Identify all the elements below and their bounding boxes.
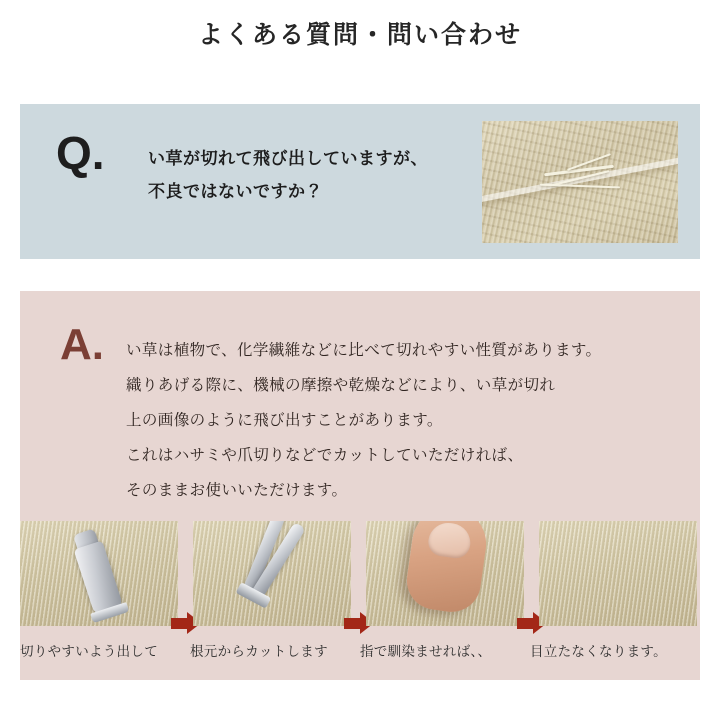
tatami-texture <box>482 121 678 243</box>
step-caption-2: 根元からカットします <box>190 644 328 659</box>
arrow-cell-1 <box>178 521 193 626</box>
answer-line-5: そのままお使いいただけます。 <box>126 481 348 499</box>
arrow-cell-3 <box>524 521 539 626</box>
step-images-row <box>20 521 700 626</box>
page-title: よくある質問・問い合わせ <box>197 21 522 49</box>
answer-line-2: 織りあげる際に、機械の摩擦や乾燥などにより、い草が切れ <box>126 376 556 394</box>
answer-marker-dot: . <box>91 320 105 369</box>
page-title-container <box>0 20 720 50</box>
answer-text <box>126 334 686 508</box>
tatami-closeup-photo <box>482 121 678 243</box>
question-line-1: い草が切れて飛び出していますが、 <box>148 149 428 168</box>
answer-line-4: これはハサミや爪切りなどでカットしていただければ、 <box>126 446 524 464</box>
answer-line-3: 上の画像のように飛び出すことがあります。 <box>126 411 443 429</box>
step-photo-1 <box>20 521 178 626</box>
step-photo-3 <box>366 521 524 626</box>
question-marker-dot: . <box>91 127 105 179</box>
answer-marker <box>60 320 105 369</box>
question-panel <box>20 104 700 259</box>
step-captions-row <box>20 640 700 668</box>
step-photo-4 <box>539 521 697 626</box>
question-text <box>148 142 478 208</box>
answer-line-1: い草は植物で、化学繊維などに比べて切れやすい性質があります。 <box>126 342 602 359</box>
question-marker <box>56 127 105 179</box>
step-caption-4: 目立たなくなります。 <box>530 644 667 659</box>
tatami-texture <box>539 521 697 626</box>
question-line-2: 不良ではないですか？ <box>148 182 323 202</box>
arrow-cell-2 <box>351 521 366 626</box>
step-caption-1: 切りやすいよう出して <box>20 644 158 659</box>
answer-marker-letter: A <box>60 320 92 369</box>
question-marker-letter: Q <box>56 127 92 179</box>
footer-spacer <box>0 690 720 720</box>
fingernail <box>426 521 472 560</box>
step-caption-3: 指で馴染ませれば、、 <box>360 644 492 659</box>
step-photo-2 <box>193 521 351 626</box>
